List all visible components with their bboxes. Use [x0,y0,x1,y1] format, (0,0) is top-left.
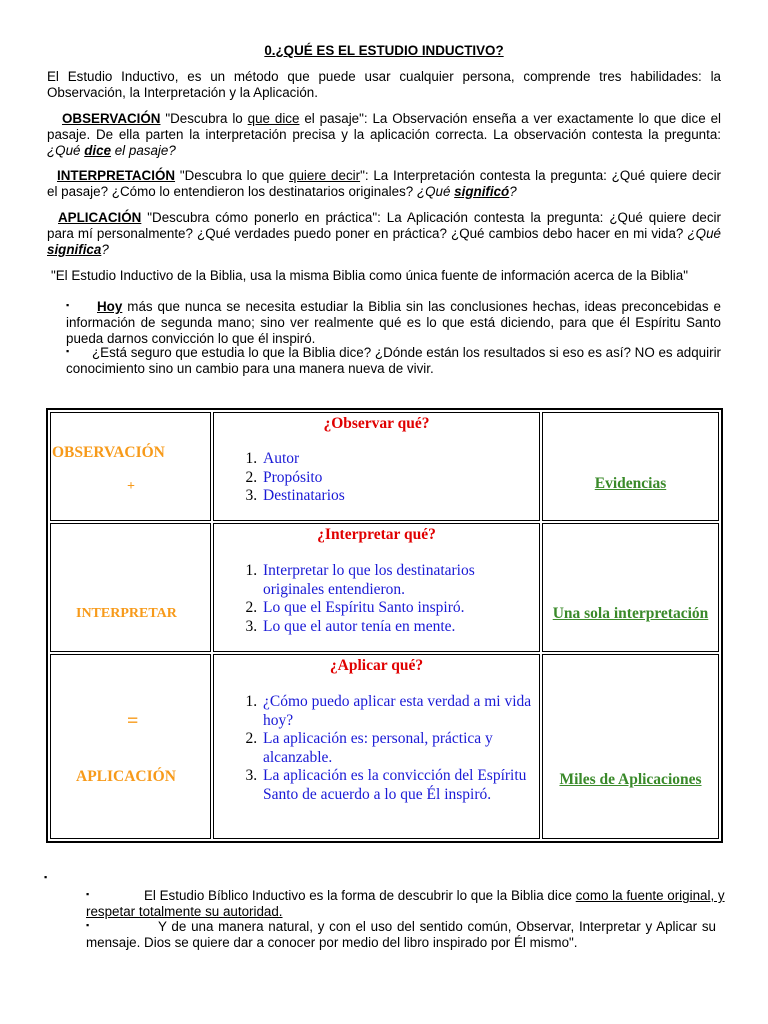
bullet-1-body: más que nunca se necesita estudiar la Biblia sin las conclusiones hechas, ideas preconcebidas e información de segunda mano; sino ver realmente qué es lo que está diciendo, para que él Espíritu Santo pueda darnos convicción lo que él inspiró. [66,299,721,346]
cell-evidencias [542,412,719,521]
inductive-study-table [46,408,723,843]
interpretar-heading: INTERPRETAR [76,606,177,621]
observacion-question-keyword: dice [84,142,112,158]
cell-observacion-label [50,412,211,521]
bullet-2-icon: ▪ [66,346,70,356]
aplicacion-heading: APLICACIÓN [76,768,176,785]
foot-1-text: El Estudio Bíblico Inductivo es la forma de descubrir lo que la Biblia dice [144,888,576,903]
aplicacion-paragraph [47,210,721,257]
table-row-observacion [50,412,719,521]
list-item: 3. Destinatarios [261,487,539,506]
miles-de-aplicaciones-label: Miles de Aplicaciones [559,771,702,788]
aplicacion-text: "Descubra cómo ponerlo en práctica": La Aplicación contesta la pregunta: ¿Qué quiere decir para mí personalmente? ¿Qué verdades puedo poner en práctica? ¿Qué cambios debo hacer en mi vida? [47,210,721,241]
aplicacion-question-end: ? [101,241,109,257]
list-item: 2. Lo que el Espíritu Santo inspiró. [261,599,539,618]
plus-sign: + [127,479,135,494]
observar-list [214,450,539,506]
foot-1-underlined: como la fuente original, y respetar totalmente su autoridad. [86,888,725,919]
interpretacion-question: ¿Qué [416,183,455,199]
interpretacion-question-end: ? [509,183,517,199]
interpretar-list [214,562,539,636]
aplicacion-label: APLICACIÓN [58,210,142,225]
list-item: 3. La aplicación es la convicción del Espíritu Santo de acuerdo a lo que Él inspiró. [261,767,539,804]
equals-sign: = [127,710,139,732]
intro-paragraph: El Estudio Inductivo, es un método que puede usar cualquier persona, comprende tres habilidades: la Observación, la Interpretación y la Aplicación. [47,69,721,100]
stray-bullet-icon: ▪ [44,872,48,882]
bullet-1-icon: ▪ [66,300,70,310]
bullet-2-text: ¿Está seguro que estudia lo que la Biblia dice? ¿Dónde están los resultados si eso es así? NO es adquirir conocimiento sino un cambio para una manera nueva de vivir. [66,345,721,376]
observacion-label: OBSERVACIÓN [62,111,161,126]
cell-una-sola [542,523,719,652]
observacion-underlined: que dice [247,111,300,126]
evidencias-label: Evidencias [594,475,667,492]
interpretacion-text-2: ": La Interpretación contesta la pregunta: ¿Qué quiere decir el pasaje? ¿Cómo lo entendieron los destinatarios originales? [47,168,722,199]
cell-aplicacion-label [50,654,211,839]
foot-bullet-1-icon: ▪ [86,889,90,899]
foot-paragraph-1 [86,888,726,920]
aplicar-list [214,693,539,805]
list-item: 2. Propósito [261,469,539,488]
bullet-1-bold: Hoy [97,299,123,314]
page-title: 0.¿QUÉ ES EL ESTUDIO INDUCTIVO? [264,43,504,58]
observar-question: ¿Observar qué? [323,415,430,432]
table-row-interpretar [50,523,719,652]
interpretar-question: ¿Interpretar qué? [317,526,436,543]
observacion-heading: OBSERVACIÓN [52,444,165,461]
observacion-question: ¿Qué [47,142,85,158]
observacion-text: "Descubra lo [160,111,248,126]
una-sola-interpretacion-label: Una sola interpretación [552,605,709,622]
list-item: 1. Interpretar lo que los destinatarios originales entendieron. [261,562,539,599]
quote-paragraph [47,268,721,284]
cell-miles [542,654,719,839]
quote-text: "El Estudio Inductivo de la Biblia, usa la misma Biblia como única fuente de información acerca de la Biblia" [51,268,688,283]
list-item: 3. Lo que el autor tenía en mente. [261,618,539,637]
observacion-question-end: el pasaje? [111,142,176,158]
interpretacion-text: "Descubra lo que [175,168,290,183]
interpretacion-question-keyword: significó [454,183,510,199]
interpretacion-underlined: quiere decir [289,168,361,183]
list-item: 2. La aplicación es: personal, práctica y alcanzable. [261,730,539,767]
bullet-1-text [66,299,721,346]
aplicacion-question: ¿Qué [687,225,721,241]
aplicacion-question-keyword: significa [47,241,102,257]
cell-interpretar-label [50,523,211,652]
list-item: 1. ¿Cómo puedo aplicar esta verdad a mi vida hoy? [261,693,539,730]
observacion-paragraph [47,111,721,158]
cell-observacion-list [213,412,540,521]
aplicar-question: ¿Aplicar qué? [329,657,424,674]
foot-bullet-2-icon: ▪ [86,920,90,930]
cell-aplicacion-list [213,654,540,839]
table-row-aplicacion [50,654,719,839]
interpretacion-paragraph [47,168,721,200]
cell-interpretar-list [213,523,540,652]
list-item: 1. Autor [261,450,539,469]
observacion-text-2: el pasaje": La Observación enseña a ver exactamente lo que dice el pasaje. De ella parten la interpretación precisa y la aplicación correcta. La observación contesta la pregunta: [47,111,721,142]
interpretacion-label: INTERPRETACIÓN [57,168,176,183]
foot-paragraph-2: Y de una manera natural, y con el uso del sentido común, Observar, Interpretar y Aplicar su mensaje. Dios se quiere dar a conocer por medio del libro inspirado por Él mismo". [86,919,716,950]
